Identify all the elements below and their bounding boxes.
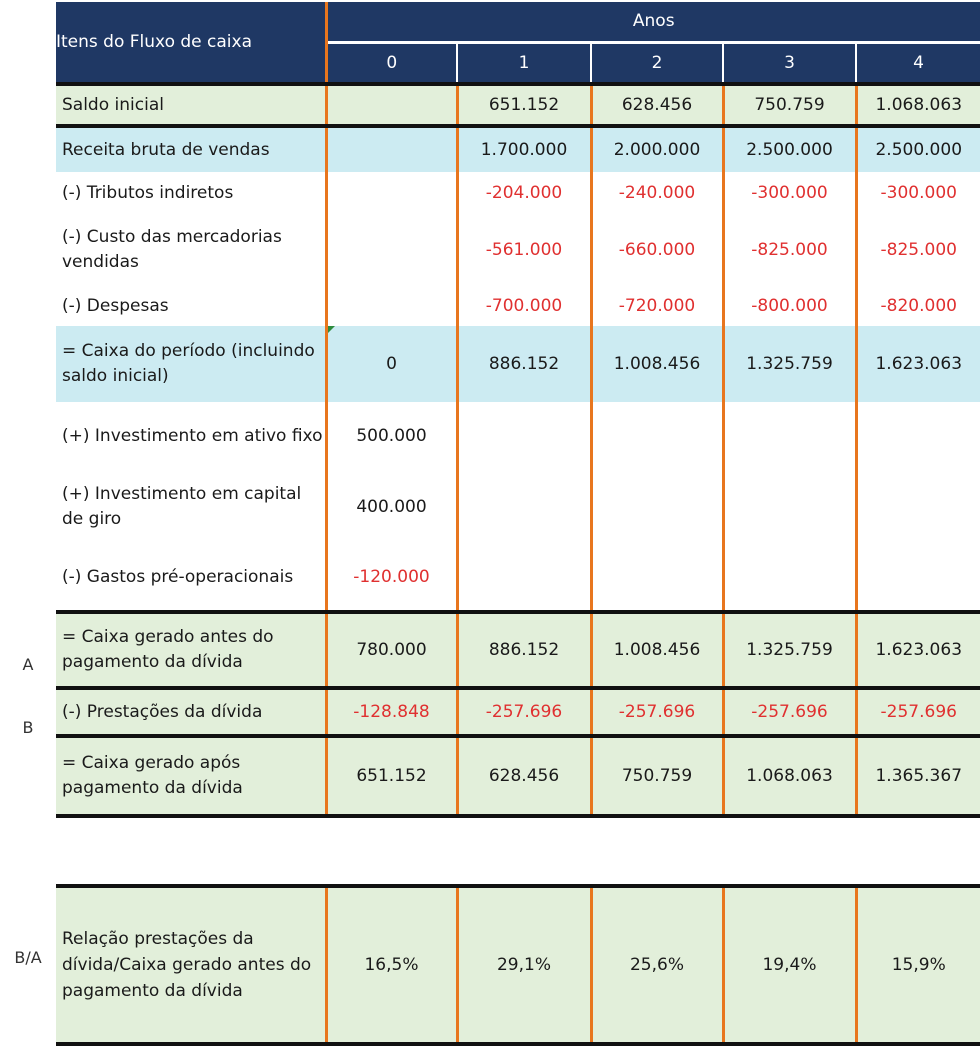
cell-y2: [591, 544, 723, 612]
cell-y3: [723, 544, 856, 612]
row-label: Saldo inicial: [56, 84, 326, 126]
cell-y2: 25,6%: [591, 886, 723, 1044]
cell-y1: 1.700.000: [457, 126, 591, 172]
cell-y3: [723, 470, 856, 544]
row-caixa-antes: [56, 612, 980, 688]
row-label: (-) Prestações da dívida: [56, 688, 326, 736]
cell-y2: [591, 402, 723, 470]
cell-y1: [457, 470, 591, 544]
row-receita: [56, 126, 980, 172]
cell-y0: 0: [326, 326, 457, 402]
row-label: (-) Despesas: [56, 286, 326, 326]
header-anos-cell: Anos: [326, 2, 980, 42]
cell-y2: -240.000: [591, 172, 723, 214]
row-marker-ba: B/A: [14, 947, 42, 967]
row-relacao: [56, 886, 980, 1044]
cell-y3: -825.000: [723, 214, 856, 286]
header-year-3: 3: [723, 42, 856, 84]
cell-y3: 1.068.063: [723, 736, 856, 816]
cell-y2: -720.000: [591, 286, 723, 326]
cell-y0: -128.848: [326, 688, 457, 736]
cell-y4: [856, 402, 980, 470]
cell-y2: 1.008.456: [591, 612, 723, 688]
row-marker-a: A: [22, 654, 34, 674]
row-inv-giro: [56, 470, 980, 544]
cell-y4: 1.365.367: [856, 736, 980, 816]
spacer-row: [56, 816, 980, 886]
header-year-4: 4: [856, 42, 980, 84]
row-label: = Caixa gerado antes do pagamento da dívida: [56, 612, 326, 688]
row-label: (+) Investimento em capital de giro: [56, 470, 326, 544]
row-inv-ativo: [56, 402, 980, 470]
cell-y0: -120.000: [326, 544, 457, 612]
cell-y1: 628.456: [457, 736, 591, 816]
cell-y4: -825.000: [856, 214, 980, 286]
cell-y0: 500.000: [326, 402, 457, 470]
cell-y4: 1.068.063: [856, 84, 980, 126]
cell-y3: [723, 402, 856, 470]
row-label: Relação prestações da dívida/Caixa gerado antes do pagamento da dívida: [56, 886, 326, 1044]
cell-y3: 2.500.000: [723, 126, 856, 172]
cell-y1: -700.000: [457, 286, 591, 326]
row-label: Receita bruta de vendas: [56, 126, 326, 172]
cell-y3: -800.000: [723, 286, 856, 326]
cell-y4: [856, 544, 980, 612]
cash-flow-table: [56, 2, 980, 1046]
cell-y1: 886.152: [457, 612, 591, 688]
cell-y0: 780.000: [326, 612, 457, 688]
cell-y4: 1.623.063: [856, 612, 980, 688]
cell-y0: [326, 126, 457, 172]
row-label: = Caixa gerado após pagamento da dívida: [56, 736, 326, 816]
cell-y3: 1.325.759: [723, 326, 856, 402]
cell-y2: [591, 470, 723, 544]
cell-y4: 15,9%: [856, 886, 980, 1044]
cell-y2: 1.008.456: [591, 326, 723, 402]
cell-y1: [457, 402, 591, 470]
row-label: = Caixa do período (incluindo saldo inicial): [56, 326, 326, 402]
cell-y1: 886.152: [457, 326, 591, 402]
cell-y0: [326, 84, 457, 126]
row-label: (-) Tributos indiretos: [56, 172, 326, 214]
cell-y1: -561.000: [457, 214, 591, 286]
header-year-2: 2: [591, 42, 723, 84]
cell-y1: -257.696: [457, 688, 591, 736]
header-year-1: 1: [457, 42, 591, 84]
cell-y0: 651.152: [326, 736, 457, 816]
row-despesas: [56, 286, 980, 326]
cell-y0: 16,5%: [326, 886, 457, 1044]
cell-y2: -660.000: [591, 214, 723, 286]
row-prestacoes: [56, 688, 980, 736]
cell-y3: 1.325.759: [723, 612, 856, 688]
row-label: (+) Investimento em ativo fixo: [56, 402, 326, 470]
row-custo: [56, 214, 980, 286]
cell-y3: 19,4%: [723, 886, 856, 1044]
row-label: (-) Gastos pré-operacionais: [56, 544, 326, 612]
cell-y4: -257.696: [856, 688, 980, 736]
cell-y0: [326, 286, 457, 326]
cell-y4: 1.623.063: [856, 326, 980, 402]
cell-y4: [856, 470, 980, 544]
cell-y3: 750.759: [723, 84, 856, 126]
cell-y2: 2.000.000: [591, 126, 723, 172]
cell-y4: -820.000: [856, 286, 980, 326]
row-marker-b: B: [22, 717, 34, 737]
row-caixa-apos: [56, 736, 980, 816]
cell-y0: [326, 214, 457, 286]
cell-y2: 750.759: [591, 736, 723, 816]
cell-y4: 2.500.000: [856, 126, 980, 172]
cell-y0: 400.000: [326, 470, 457, 544]
cell-y1: -204.000: [457, 172, 591, 214]
row-gastos-pre: [56, 544, 980, 612]
cell-y1: [457, 544, 591, 612]
cell-y1: 29,1%: [457, 886, 591, 1044]
cell-y3: -300.000: [723, 172, 856, 214]
row-caixa-periodo: [56, 326, 980, 402]
cell-y1: 651.152: [457, 84, 591, 126]
cell-y4: -300.000: [856, 172, 980, 214]
header-items-cell: Itens do Fluxo de caixa: [56, 2, 326, 84]
cell-y2: -257.696: [591, 688, 723, 736]
header-year-0: 0: [326, 42, 457, 84]
row-tributos: [56, 172, 980, 214]
row-saldo-inicial: [56, 84, 980, 126]
cell-y2: 628.456: [591, 84, 723, 126]
row-label: (-) Custo das mercadorias vendidas: [56, 214, 326, 286]
cell-y3: -257.696: [723, 688, 856, 736]
cell-y0: [326, 172, 457, 214]
